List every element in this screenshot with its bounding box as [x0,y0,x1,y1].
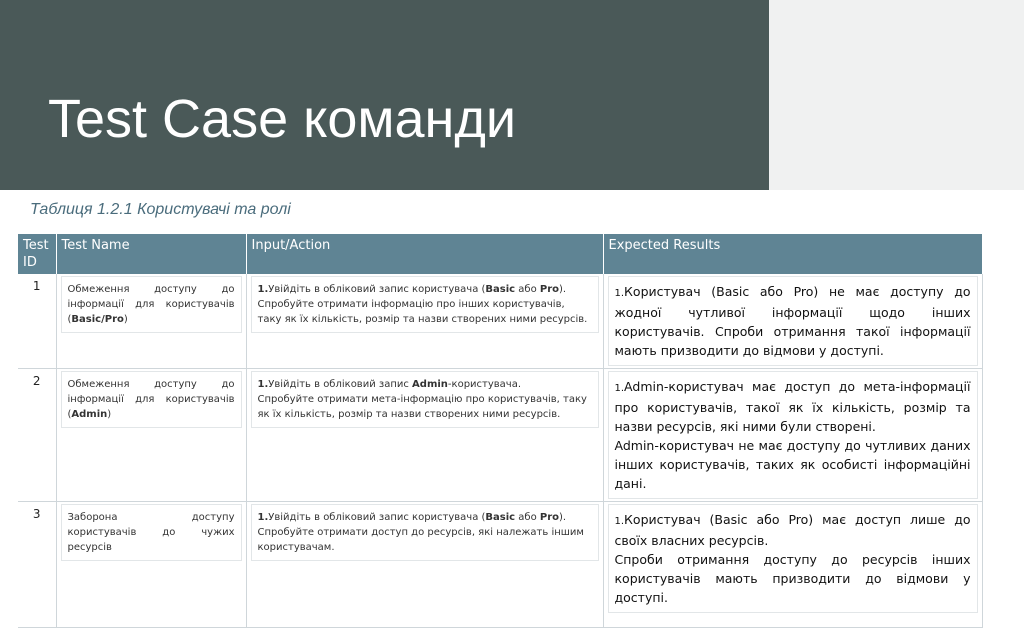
input-action: 1.Увійдіть в обліковий запис користувача (Basic або Pro). Спробуйте отримати інформацію про інших користувачів, таку як їх кількість, розмір та назви створених ними ресурсів. [251,276,599,333]
expected-result: 1.Користувач (Basic або Pro) має доступ лише до своїх власних ресурсів. Спроби отримання доступу до ресурсів інших користувачів мають призводити до відмови у доступі. [608,504,978,613]
table-caption: Таблиця 1.2.1 Користувачі та ролі [30,201,291,218]
table-row [18,502,982,628]
title-band-right [769,0,1024,190]
slide-title: Test Case команди [48,89,517,149]
test-name: Обмеження доступу до інформації для користувачів (Admin) [61,371,242,428]
table-row [18,369,982,502]
expected-result: 1.Користувач (Basic або Pro) не має доступу до жодної чутливої інформації щодо інших користувачів. Спроби отримання такої інформації мають призводити до відмови у доступі. [608,276,978,366]
test-case-table [18,234,983,628]
row-id: 2 [18,369,56,502]
header-input-action: Input/Action [246,234,603,274]
table-header-row [18,234,982,274]
row-id: 1 [18,274,56,369]
test-name: Заборона доступу користувачів до чужих ресурсів [61,504,242,561]
expected-result: 1.Admin-користувач має доступ до мета-інформації про користувачів, такої як їх кількість, розмір та назви ресурсів, які ними були створені. Admin-користувач не має доступу до чутливих даних інших користувачів, таких як особисті інформаційні дані. [608,371,978,499]
header-expected-results: Expected Results [603,234,982,274]
test-name: Обмеження доступу до інформації для користувачів (Basic/Pro) [61,276,242,333]
header-test-id: Test ID [18,234,56,274]
input-action: 1.Увійдіть в обліковий запис користувача (Basic або Pro). Спробуйте отримати доступ до ресурсів, які належать іншим користувачам. [251,504,599,561]
header-test-name: Test Name [56,234,246,274]
table-row [18,274,982,369]
row-id: 3 [18,502,56,628]
input-action: 1.Увійдіть в обліковий запис Admin-користувача. Спробуйте отримати мета-інформацію про користувачів, таку як їх кількість, розмір та назви створених ними ресурсів. [251,371,599,428]
